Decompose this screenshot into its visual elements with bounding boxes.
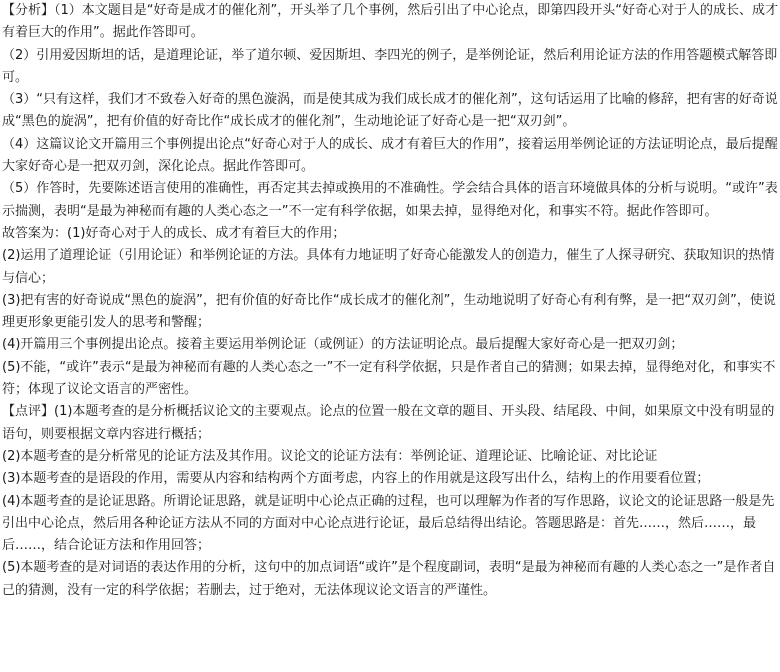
analysis-point-3: （3）“只有这样，我们才不致卷入好奇的黑色漩涡，而是使其成为我们成长成才的催化剂”，这句话运用了比喻的修辞，把有害的好奇说成“黑色的旋涡”，把有价值的好奇比作“成长成才的催化剂”，生动地论证了好奇心是一把“双刃剑”。	[2, 92, 778, 130]
comment-3: (3)本题考查的是语段的作用，需要从内容和结构两个方面考虑，内容上的作用就是这段写出什么，结构上的作用要看位置；	[2, 471, 710, 487]
comment-1: 【点评】(1)本题考查的是分析概括议论文的主要观点。论点的位置一般在文章的题目、开头段、结尾段、中间，如果原文中没有明显的语句，则要根据文章内容进行概括；	[2, 404, 775, 442]
answer-5: (5)不能，“或许”表示“是最为神秘而有趣的人类心态之一”不一定有科学依据，只是作者自己的猜测；如果去掉，显得绝对化，和事实不符；体现了议论文语言的严密性。	[2, 359, 776, 398]
comment-4: (4)本题考查的是论证思路。所谓论证思路，就是证明中心论点正确的过程，也可以理解为作者的写作思路，议论文的论证思路一般是先引出中心论点，然后用各种论证方法从不同的方面对中心论点进行论证，最后总结得出结论。答题思路是：首先……，然后……，最后……，结合论证方法和作用回答；	[2, 493, 775, 554]
answer-1: 故答案为：(1)好奇心对于人的成长、成才有着巨大的作用；	[2, 225, 346, 241]
comment-2: (2)本题考查的是分析常见的论证方法及其作用。议论文的论证方法有：举例论证、道理论证、比喻论证、对比论证	[2, 448, 658, 464]
answer-3: (3)把有害的好奇说成“黑色的旋涡”，把有价值的好奇比作“成长成才的催化剂”，生动地说明了好奇心有利有弊，是一把“双刃剑”，使说理更形象更能引发人的思考和警醒；	[2, 292, 776, 331]
analysis-point-5: （5）作答时，先要陈述语言使用的准确性，再否定其去掉或换用的不准确性。学会结合具体的语言环境做具体的分析与说明。“或许”表示揣测，表明“是最为神秘而有趣的人类心态之一”不一定有科学依据，如果去掉，显得绝对化，和事实不符。据此作答即可。	[2, 181, 778, 219]
answer-4: (4)开篇用三个事例提出论点。接着主要运用举例论证（或例证）的方法证明论点。最后提醒大家好奇心是一把双刃剑；	[2, 337, 684, 353]
analysis-point-1: 【分析】（1）本文题目是“好奇是成才的催化剂”，开头举了几个事例，然后引出了中心论点，即第四段开头“好奇心对于人的成长、成才有着巨大的作用”。据此作答即可。	[2, 3, 778, 41]
analysis-point-2: （2）引用爱因斯坦的话，是道理论证，举了道尔顿、爱因斯坦、李四光的例子，是举例论证，然后利用论证方法的作用答题模式解答即可。	[2, 47, 778, 85]
comment-5: (5)本题考查的是对词语的表达作用的分析，这句中的加点词语“或许”是个程度副词，表明“是最为神秘而有趣的人类心态之一”是作者自己的猜测，没有一定的科学依据；若删去，过于绝对，无法体现议论文语言的严谨性。	[2, 560, 776, 598]
answer-2: (2)运用了道理论证（引用论证）和举例论证的方法。具体有力地证明了好奇心能激发人的创造力，催生了人探寻研究、获取知识的热情与信心；	[2, 248, 775, 286]
analysis-point-4: （4）这篇议论文开篇用三个事例提出论点“好奇心对于人的成长、成才有着巨大的作用”，接着运用举例论证的方法证明论点，最后提醒大家好奇心是一把双刃剑，深化论点。据此作答即可。	[2, 136, 778, 175]
